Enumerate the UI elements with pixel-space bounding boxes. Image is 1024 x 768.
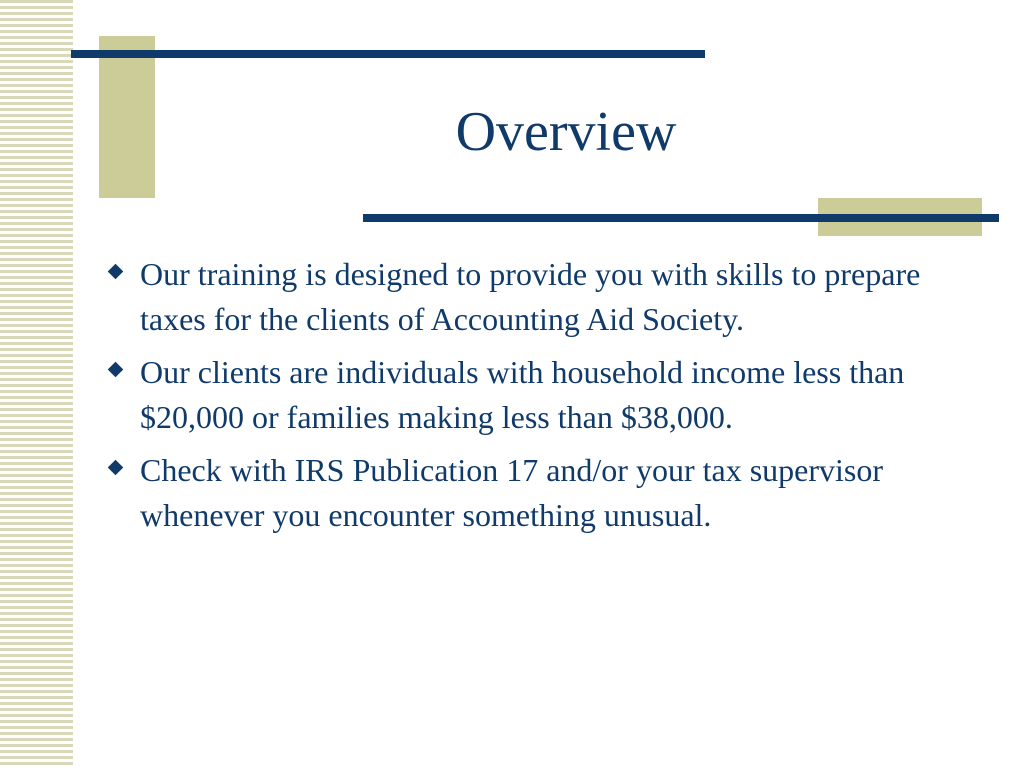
bullet-text: Our clients are individuals with household income less than $20,000 or families making less than $38,000. bbox=[140, 354, 905, 435]
diamond-bullet-icon bbox=[108, 362, 124, 378]
decorative-block-left bbox=[99, 36, 155, 198]
list-item bbox=[106, 252, 956, 342]
title-rule-bottom bbox=[363, 214, 999, 222]
diamond-bullet-icon bbox=[108, 264, 124, 280]
bullet-list bbox=[106, 252, 956, 546]
bullet-text: Our training is designed to provide you with skills to prepare taxes for the clients of Accounting Aid Society. bbox=[140, 256, 921, 337]
title-rule-top bbox=[71, 50, 705, 58]
list-item bbox=[106, 350, 956, 440]
diamond-bullet-icon bbox=[108, 460, 124, 476]
decorative-stripes bbox=[0, 0, 73, 768]
slide-title: Overview bbox=[455, 101, 677, 163]
list-item bbox=[106, 448, 956, 538]
bullet-text: Check with IRS Publication 17 and/or your tax supervisor whenever you encounter something unusual. bbox=[140, 452, 884, 533]
